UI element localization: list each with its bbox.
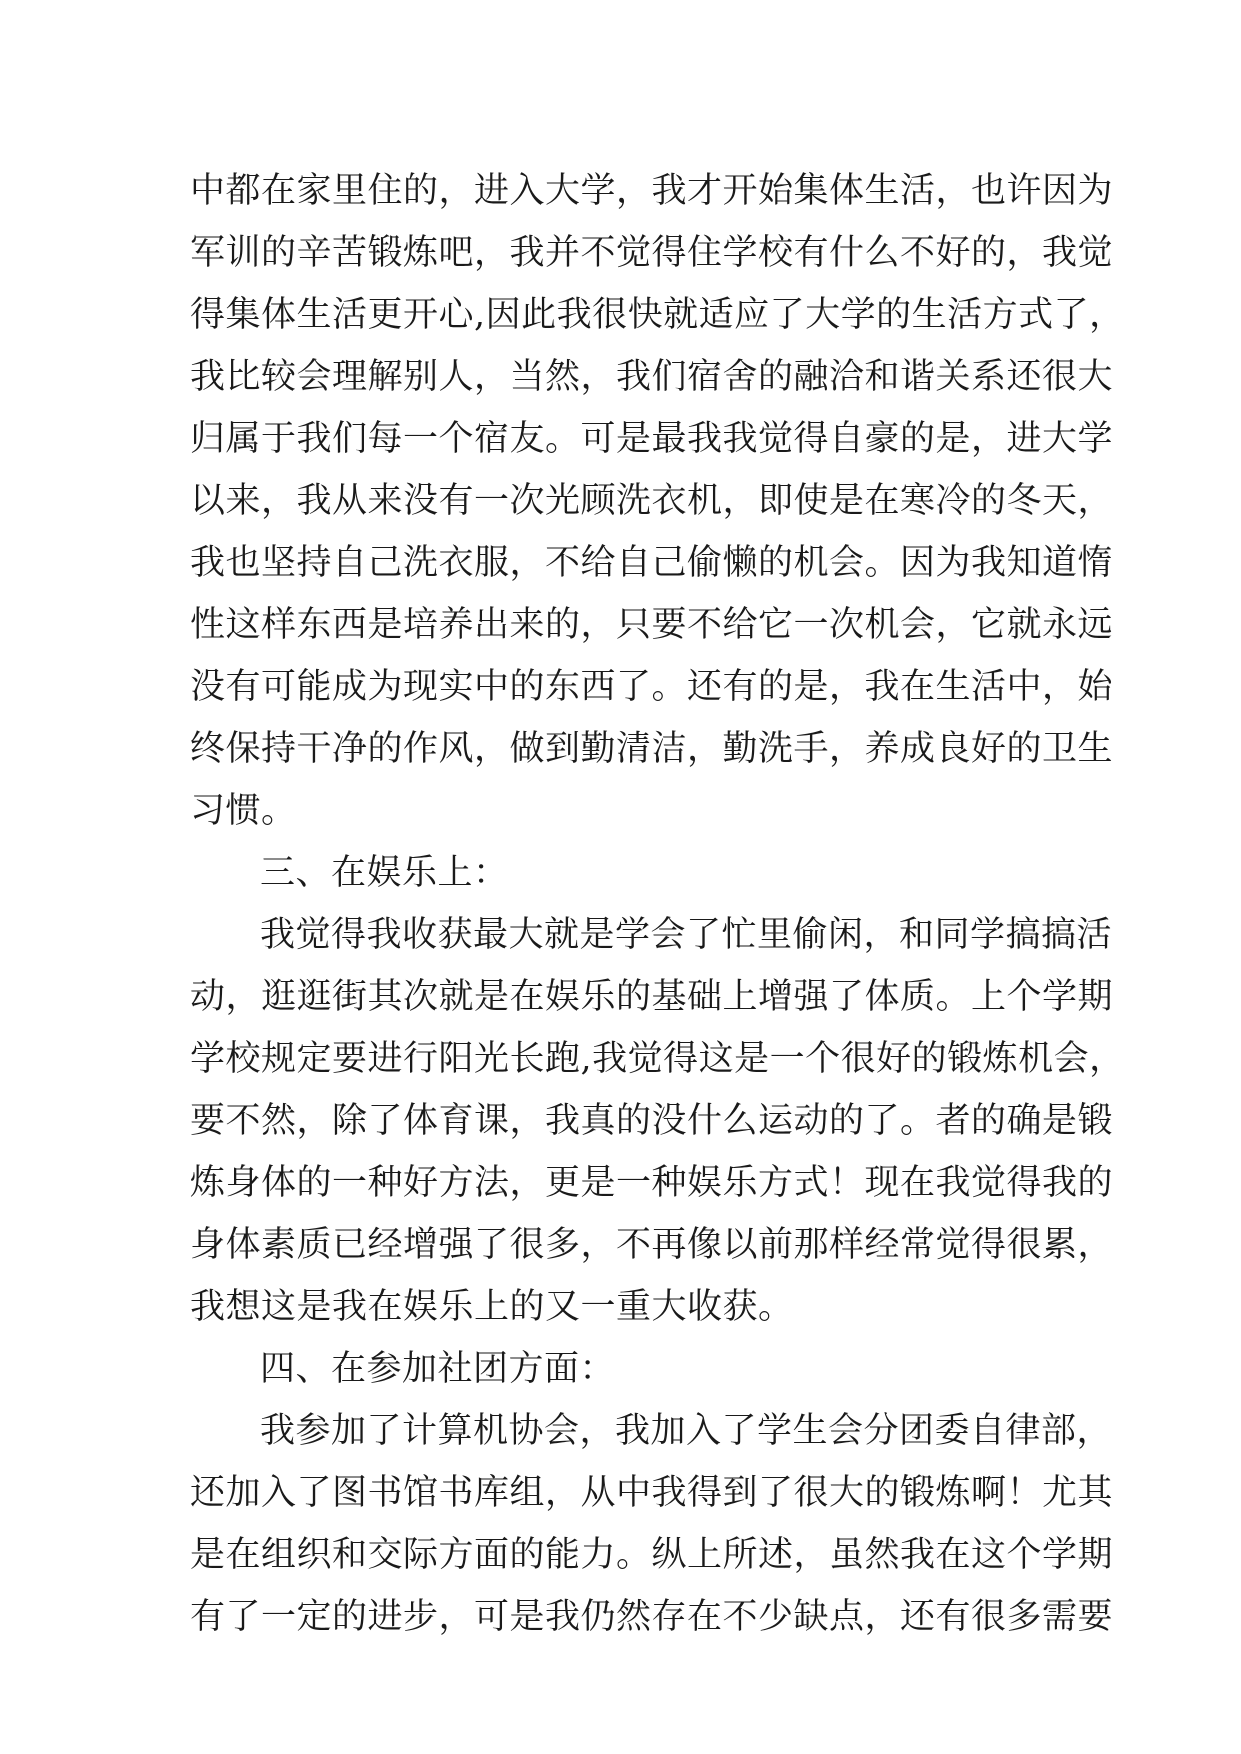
text-line: 学校规定要进行阳光长跑,我觉得这是一个很好的锻炼机会， [190,1039,1125,1079]
text-line: 性这样东西是培养出来的，只要不给它一次机会，它就永远 [190,605,1114,645]
text-line: 要不然，除了体育课，我真的没什么运动的了。者的确是锻 [190,1101,1114,1141]
text-line: 我比较会理解别人，当然，我们宿舍的融洽和谐关系还很大 [190,357,1114,397]
text-line: 中都在家里住的，进入大学，我才开始集体生活，也许因为 [190,171,1114,211]
text-line: 终保持干净的作风，做到勤清洁，勤洗手，养成良好的卫生 [190,729,1114,769]
text-line: 我想这是我在娱乐上的又一重大收获。 [190,1287,794,1327]
text-line: 得集体生活更开心,因此我很快就适应了大学的生活方式了， [190,295,1125,335]
text-line: 以来，我从来没有一次光顾洗衣机，即使是在寒冷的冬天， [190,481,1114,521]
text-line: 有了一定的进步，可是我仍然存在不少缺点，还有很多需要 [190,1597,1114,1637]
section-heading-clubs: 四、在参加社团方面： [260,1349,616,1389]
text-line: 军训的辛苦锻炼吧，我并不觉得住学校有什么不好的，我觉 [190,233,1114,273]
text-line: 动，逛逛街其次就是在娱乐的基础上增强了体质。上个学期 [190,977,1114,1017]
body-text [190,160,1125,1648]
text-line: 我参加了计算机协会，我加入了学生会分团委自律部， [260,1411,1113,1451]
text-line: 归属于我们每一个宿友。可是最我我觉得自豪的是，进大学 [190,419,1114,459]
section-heading-entertainment: 三、在娱乐上： [260,853,509,893]
text-line: 没有可能成为现实中的东西了。还有的是，我在生活中，始 [190,667,1114,707]
text-line: 我觉得我收获最大就是学会了忙里偷闲，和同学搞搞活 [260,915,1113,955]
text-line: 还加入了图书馆书库组，从中我得到了很大的锻炼啊！尤其 [190,1473,1114,1513]
text-line: 炼身体的一种好方法，更是一种娱乐方式！现在我觉得我的 [190,1163,1114,1203]
text-line: 我也坚持自己洗衣服，不给自己偷懒的机会。因为我知道惰 [190,543,1114,583]
text-line: 是在组织和交际方面的能力。纵上所述，虽然我在这个学期 [190,1535,1114,1575]
text-line: 身体素质已经增强了很多，不再像以前那样经常觉得很累， [190,1225,1114,1265]
text-line: 习惯。 [190,791,297,831]
